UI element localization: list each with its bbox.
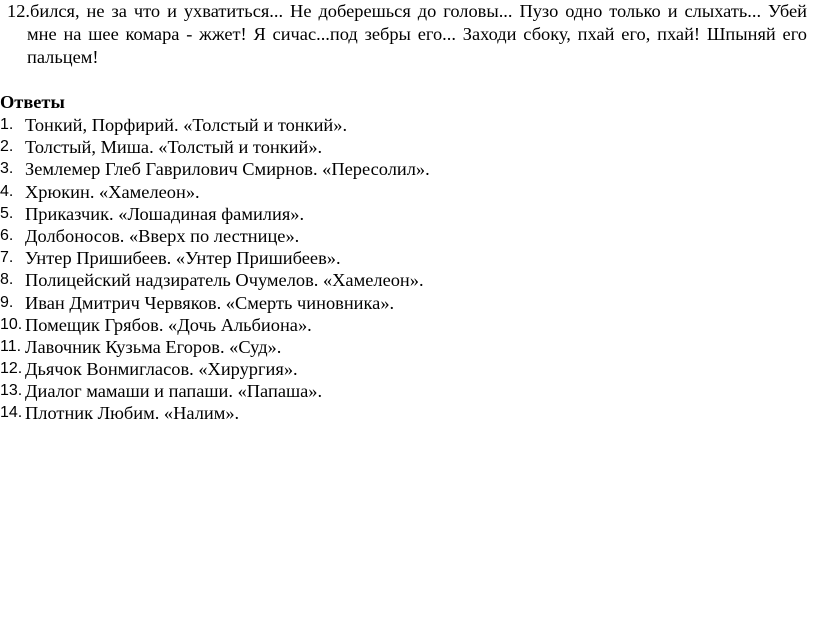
answer-item <box>0 292 395 314</box>
intro-line-2: мне на шее комара - жжет! Я сичас...под зебры его... Заходи сбоку, пхай его, пхай! Шпыняй его <box>27 24 807 44</box>
answer-number: 4. <box>0 182 14 200</box>
answer-text: Дьячок Вонмигласов. «Хирургия». <box>25 359 298 380</box>
answer-text: Помещик Грябов. «Дочь Альбиона». <box>25 314 312 335</box>
answer-item <box>0 358 298 380</box>
answer-item <box>0 380 323 402</box>
answer-number: 2. <box>0 138 14 156</box>
answer-item <box>0 314 312 336</box>
answer-item <box>0 181 200 203</box>
answer-number: 8. <box>0 271 14 289</box>
intro-line-1: бился, не за что и ухватиться... Не доберешься до головы... Пузо одно только и слыхать... Убей <box>30 1 807 21</box>
answer-text: Хрюкин. «Хамелеон». <box>25 181 200 202</box>
answer-number: 1. <box>0 116 14 133</box>
question-number: 12. <box>7 1 30 21</box>
answer-item <box>0 269 424 291</box>
answer-item <box>0 114 348 136</box>
answer-number: 11. <box>0 337 22 355</box>
answer-number: 14. <box>0 404 23 422</box>
answer-number: 13. <box>0 382 23 400</box>
answer-text: Землемер Глеб Гаврилович Смирнов. «Пересолил». <box>25 159 430 180</box>
answer-text: Унтер Пришибеев. «Унтер Пришибеев». <box>25 248 341 269</box>
answer-text: Иван Дмитрич Червяков. «Смерть чиновника». <box>25 292 395 313</box>
answer-item <box>0 225 300 247</box>
answer-number: 10. <box>0 315 23 333</box>
answer-text: Диалог мамаши и папаши. «Папаша». <box>25 381 323 402</box>
answer-item <box>0 247 341 269</box>
answer-number: 9. <box>0 293 14 311</box>
answer-text: Плотник Любим. «Налим». <box>25 403 240 424</box>
answers-list <box>0 114 430 425</box>
answer-item <box>0 203 305 225</box>
intro-line-3: пальцем! <box>27 47 99 67</box>
answers-heading: Ответы <box>0 92 65 112</box>
answer-text: Долбоносов. «Вверх по лестнице». <box>25 225 300 246</box>
answer-number: 7. <box>0 249 14 267</box>
answer-number: 6. <box>0 226 14 244</box>
answer-item <box>0 136 323 158</box>
answer-text: Полицейский надзиратель Очумелов. «Хамелеон». <box>25 270 424 291</box>
answer-text: Толстый, Миша. «Толстый и тонкий». <box>25 137 323 158</box>
answer-number: 12. <box>0 360 23 378</box>
answer-item <box>0 158 430 180</box>
answer-text: Лавочник Кузьма Егоров. «Суд». <box>25 336 282 357</box>
answer-text: Тонкий, Порфирий. «Толстый и тонкий». <box>25 115 348 135</box>
answer-number: 5. <box>0 204 14 222</box>
answer-item <box>0 402 240 424</box>
answer-number: 3. <box>0 160 14 178</box>
answer-item <box>0 336 282 358</box>
question-12-continuation <box>7 0 807 69</box>
answer-text: Приказчик. «Лошадиная фамилия». <box>25 203 305 224</box>
